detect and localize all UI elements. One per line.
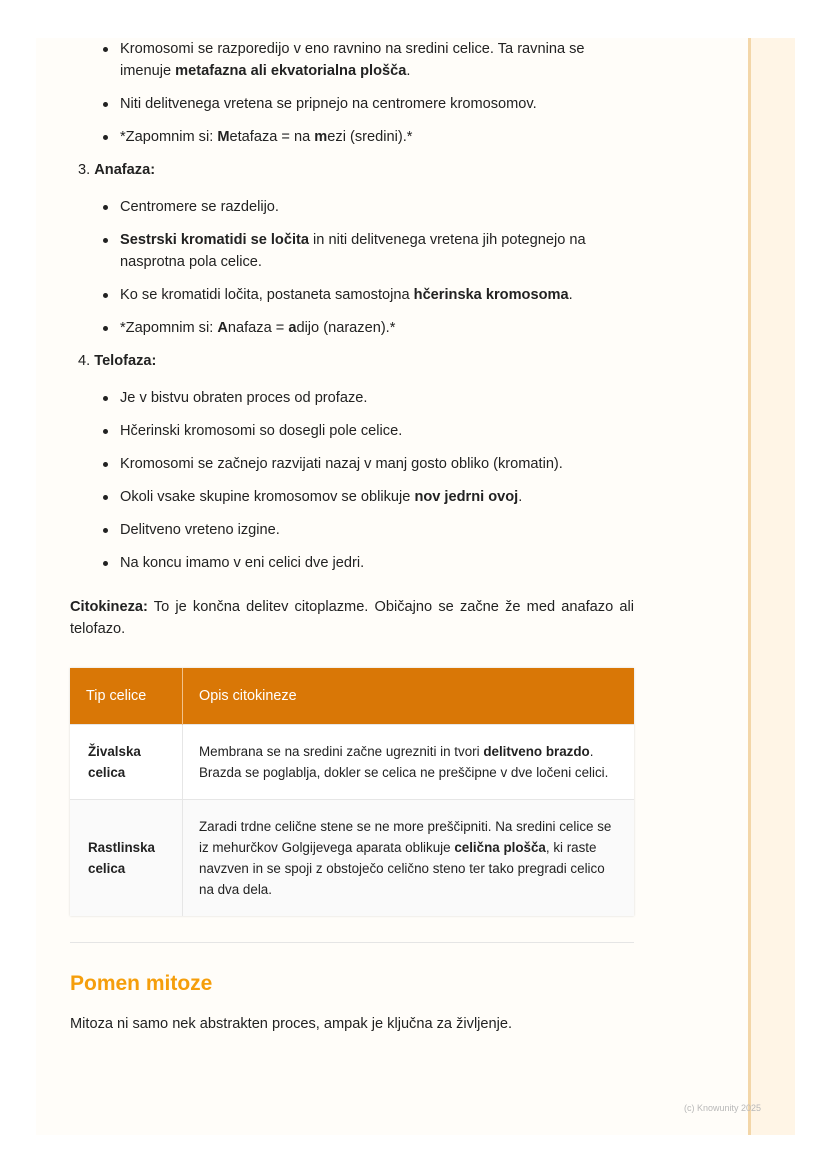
metafaza-list: [70, 38, 634, 148]
step-title: Telofaza:: [94, 353, 157, 369]
cell-description: [183, 800, 635, 917]
bold-text: metafazna ali ekvatorialna plošča: [175, 63, 407, 79]
table-row: [70, 725, 634, 800]
document-content: [70, 38, 634, 1035]
text-run: ezi (sredini).*: [327, 129, 413, 145]
step-title: Anafaza:: [94, 162, 156, 178]
cell-type: Rastlinska celica: [70, 800, 183, 917]
section-divider: [70, 942, 634, 943]
text-run: .: [568, 287, 573, 303]
text-run: dijo (narazen).*: [296, 320, 396, 336]
anafaza-list: [70, 196, 634, 339]
text-run: Okoli vsake skupine kromosomov se oblikuje: [120, 489, 415, 505]
citokineza-text: To je končna delitev citoplazme. Običajno se začne že med anafazo ali telofazo.: [70, 599, 634, 637]
list-item: [120, 93, 634, 115]
list-item: [120, 229, 634, 273]
table-header-row: [70, 668, 634, 725]
list-item: [120, 317, 634, 339]
text-run: Niti delitvenega vretena se pripnejo na centromere kromosomov.: [120, 96, 537, 112]
text-run: Ko se kromatidi ločita, postaneta samostojna: [120, 287, 414, 303]
text-run: Kromosomi se začnejo razvijati nazaj v manj gosto obliko (kromatin).: [120, 456, 563, 472]
list-item: [120, 420, 634, 442]
list-item: [120, 284, 634, 306]
text-run: .: [518, 489, 523, 505]
section-heading: Pomen mitoze: [70, 972, 213, 995]
bold-text: hčerinska kromosoma: [413, 287, 569, 303]
column-header: Tip celice: [70, 668, 183, 725]
step-anafaza-heading: [78, 159, 634, 181]
text-run: .: [406, 63, 411, 79]
list-item: [120, 38, 634, 82]
citokineza-label: Citokineza:: [70, 599, 148, 615]
text-run: nafaza =: [227, 320, 289, 336]
bold-text: Sestrski kromatidi se ločita: [120, 232, 309, 248]
list-item: [120, 126, 634, 148]
bold-text: M: [217, 129, 230, 145]
bold-text: a: [288, 320, 297, 336]
list-item: [120, 519, 634, 541]
step-number: 3.: [78, 162, 91, 178]
list-item: [120, 196, 634, 218]
bold-text: A: [217, 320, 228, 336]
step-telofaza-heading: [78, 350, 634, 372]
cell-description: [183, 725, 635, 800]
list-item: [120, 552, 634, 574]
column-header: Opis citokineze: [183, 668, 635, 725]
step-number: 4.: [78, 353, 91, 369]
bold-text: celična plošča: [454, 840, 546, 855]
text-run: Na koncu imamo v eni celici dve jedri.: [120, 555, 365, 571]
text-run: in niti delitvenega vretena jih potegnejo na nasprotna pola celice.: [120, 232, 586, 270]
text-run: , ki raste navzven in se spoji z obstoječo celično steno ter tako pregradi celico na dva dela.: [199, 840, 605, 897]
text-run: Hčerinski kromosomi so dosegli pole celice.: [120, 423, 403, 439]
list-item: [120, 486, 634, 508]
text-run: Membrana se na sredini začne ugrezniti in tvori: [199, 744, 484, 759]
cytokinesis-table: [70, 668, 634, 916]
citokineza-paragraph: [70, 596, 634, 640]
text-run: Kromosomi se razporedijo v eno ravnino na sredini celice. Ta ravnina se imenuje: [120, 41, 585, 79]
bold-text: nov jedrni ovoj: [414, 489, 519, 505]
telofaza-list: [70, 387, 634, 574]
text-run: Je v bistvu obraten proces od profaze.: [120, 390, 368, 406]
list-item: [120, 453, 634, 475]
text-run: Zaradi trdne celične stene se ne more preščipniti. Na sredini celice se iz mehurčkov Golgijevega aparata oblikuje: [199, 819, 612, 855]
text-run: etafaza = na: [229, 129, 315, 145]
text-run: *Zapomnim si:: [120, 320, 218, 336]
bold-text: delitveno brazdo: [483, 744, 590, 759]
text-run: . Brazda se poglablja, dokler se celica ne preščipne v dve ločeni celici.: [199, 744, 609, 780]
text-run: *Zapomnim si:: [120, 129, 218, 145]
side-panel: [748, 38, 795, 1135]
text-run: Centromere se razdelijo.: [120, 199, 279, 215]
text-run: Delitveno vreteno izgine.: [120, 522, 280, 538]
copyright-footer: (c) Knowunity 2025: [684, 1103, 762, 1113]
cell-type: Živalska celica: [70, 725, 183, 800]
bold-text: m: [314, 129, 328, 145]
section-intro: Mitoza ni samo nek abstrakten proces, ampak je ključna za življenje.: [70, 1016, 513, 1032]
list-item: [120, 387, 634, 409]
table-row: [70, 800, 634, 917]
